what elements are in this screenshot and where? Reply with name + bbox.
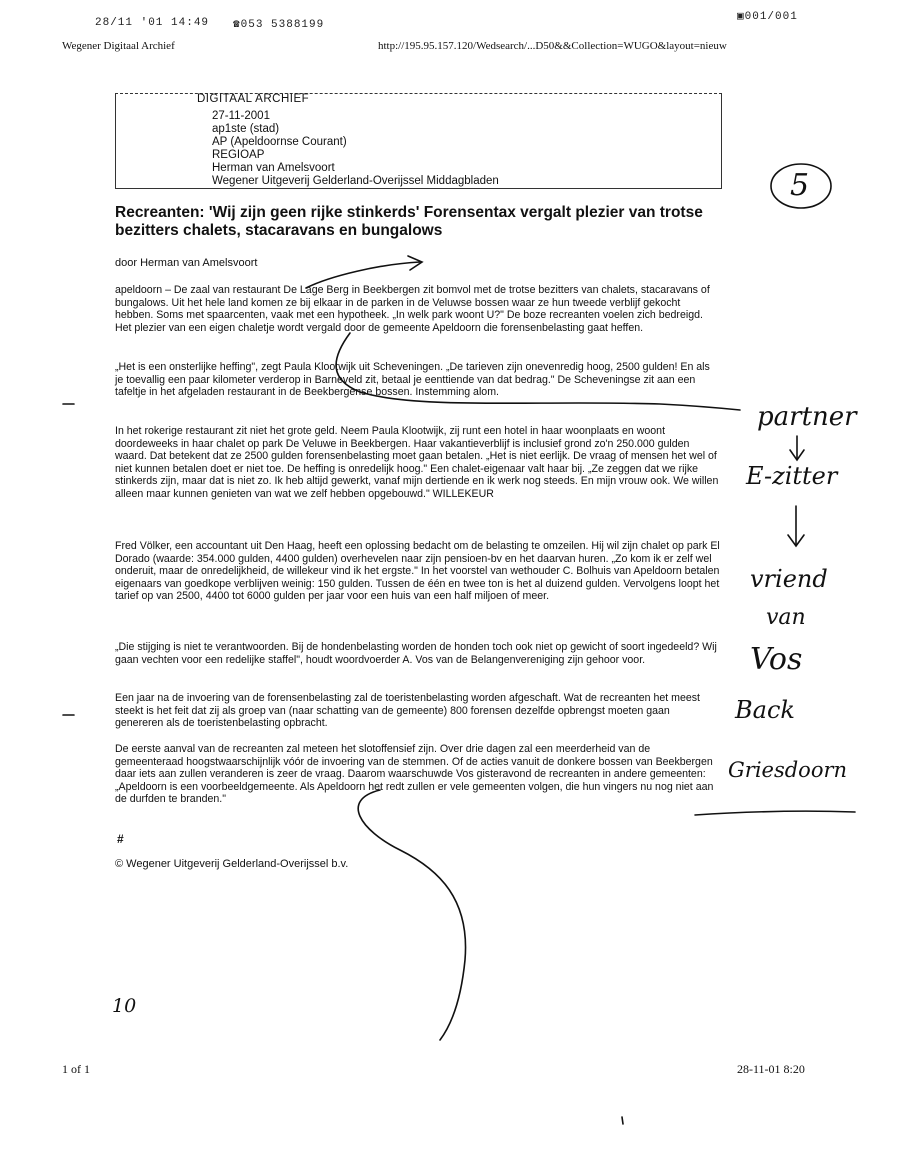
article-byline: door Herman van Amelsvoort [115,257,258,269]
article-paragraph-4: Fred Völker, een accountant uit Den Haag, heeft een oplossing bedacht om de belasting te omzeilen. Hij wil zijn chalet op park El Dorado (waarde: 354.000 gulden, 4400 gulden) overhevelen naar zijn pensioen-bv en het daarvan huren. „Zo kom ik er zelf wel onderuit, maar de onredelijkheid, de willekeur vind ik het ergste." In het voorstel van wethouder C. Bolhuis van Apeldoorn betalen eigenaars van goedkope verblijven weinig: 150 gulden. Tussen de één en twee ton is het al duizend gulden. Vervolgens loopt het tarief op van 2500, 4400 tot 6000 gulden per jaar voor een huis van een half miljoen of meer. [115,540,720,603]
handwritten-note: vriend [750,565,828,593]
footer-page-of: 1 of 1 [62,1062,90,1076]
article-paragraph-1: apeldoorn – De zaal van restaurant De Lage Berg in Beekbergen zit bomvol met de trotse bezitters van chalets, stacaravans of bungalows. Uit het hele land komen ze bij elkaar in de parken in de Veluwse bossen waar ze hun tweede verblijf gekocht hebben. Soms met spaarcenten, vaak met een hypotheek. „In welk park woont U?" De boze recreanten voelen zich bedreigd. Het plezier van een eigen chaletje wordt vergald door de gemeente Apeldoorn die forensenbelasting gaat heffen. [115,284,710,334]
meta-value: Herman van Amelsvoort [212,162,335,174]
fax-datetime: 28/11 '01 14:49 [95,17,210,29]
article-paragraph-2: „Het is een onsterlijke heffing", zegt Paula Klootwijk uit Scheveningen. „De tarieven zijn onevenredig hoog, 2500 gulden! En als je toevallig een paar kilometer verderop in Barneveld zit, betaal je eenttiende van dat bedrag." De Scheveningse zit aan een tafeltje in het afgeladen restaurant in de Beekbergense bossen. Instemming alom. [115,361,710,399]
handwritten-note: van [766,605,806,630]
meta-value: ap1ste (stad) [212,123,280,135]
handwritten-note: partner [757,402,857,432]
handwritten-note: Back [735,696,795,724]
archive-title: DIGITAAL ARCHIEF [197,93,310,105]
article-paragraph-3: In het rokerige restaurant zit niet het grote geld. Neem Paula Klootwijk, zij runt een hotel in haar woonplaats en woont doordeweeks in haar chalet op park De Veluwe in Beekbergen. Haar vakantieverblijf is inclusief grond zo'n 250.000 gulden waard. Dat betekent dat ze 2500 gulden forensenbelasting moet gaan betalen. „Het is niet eerlijk. De vraag of mensen het wel of niet kunnen betalen doet er niet toe. De heffing is onredelijk hoog." Een chalet-eigenaar valt haar bij. „Ze zeggen dat we rijke stinkerds zijn, maar dat is niet zo. Ik heb altijd gewerkt, vanaf mijn dertiende en ik werk nog steeds. En mijn vrouw ook. We willen alleen maar kunnen genieten van wat we zelf hebben opgebouwd." WILLEKEUR [115,425,719,500]
article-paragraph-5: „Die stijging is niet te verantwoorden. Bij de hondenbelasting worden de honden toch ook niet op gewicht of soort ingedeeld? Wij gaan vechten voor een redelijke staffel", houdt woordvoerder A. Vos van de Belangenvereniging zijn gehoor voor. [115,641,717,666]
fax-page-count: ▣001/001 [737,11,798,23]
handwritten-note: E-zitter [746,462,838,490]
fax-phone: ☎053 5388199 [233,19,325,31]
article-headline: Recreanten: 'Wij zijn geen rijke stinkerds' Forensentax vergalt plezier van trotse bezitters chalets, stacaravans en bungalows [115,204,703,239]
handwritten-circled-number: 5 [790,168,810,203]
footer-printed-date: 28-11-01 8:20 [737,1062,805,1076]
article-copyright: © Wegener Uitgeverij Gelderland-Overijssel b.v. [115,858,349,870]
handwritten-note: Griesdoorn [728,758,848,782]
handwritten-note: Vos [750,642,803,677]
meta-value: REGIOAP [212,149,265,161]
meta-value: AP (Apeldoornse Courant) [212,136,347,148]
circle-mark-icon [771,164,831,208]
page-url: http://195.95.157.120/Wedsearch/...D50&&Collection=WUGO&layout=nieuw [378,40,727,52]
meta-value: 27-11-2001 [212,110,270,122]
handwritten-page-mark: 10 [112,995,137,1017]
arrow-icon [306,262,420,288]
article-paragraph-6: Een jaar na de invoering van de forensenbelasting zal de toeristenbelasting worden afgeschaft. Wat de recreanten het meest steekt is het feit dat zij als groep van (naar schatting van de gemeente) 800 forensen dezelfde opbrengst moeten gaan genereren als de toeristenbelasting opbracht. [115,692,700,730]
article-paragraph-7: De eerste aanval van de recreanten zal meteen het slotoffensief zijn. Over drie dagen zal een meerderheid van de gemeenteraad hoogstwaarschijnlijk vóór de invoering van de stemmen. Of de acties vanuit de donkere bossen van Beekbergen daar iets aan zullen veranderen is zeer de vraag. Daarom waarschuwde Vos gisteravond de recreanten in andere gemeenten: „Apeldoorn is een voorbeeldgemeente. Als Apeldoorn het redt zullen er vele gemeenten volgen, die hun vingers nu nog niet aan de durfden te branden." [115,743,714,806]
article-end-mark: # [117,832,124,846]
meta-value: Wegener Uitgeverij Gelderland-Overijssel Middagbladen [212,175,499,187]
site-title: Wegener Digitaal Archief [62,40,175,52]
underline-mark [695,811,855,815]
